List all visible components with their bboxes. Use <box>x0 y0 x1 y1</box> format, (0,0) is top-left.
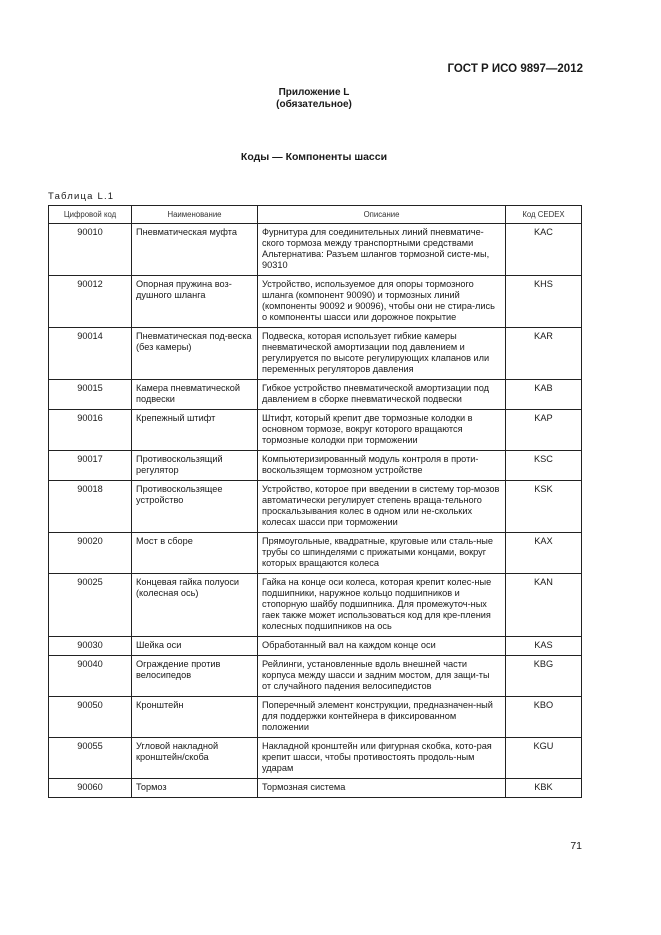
annex-title: Приложение L <box>278 87 350 98</box>
cell-code: 90020 <box>49 533 132 574</box>
cell-description: Обработанный вал на каждом конце оси <box>258 637 506 656</box>
cell-name: Крепежный штифт <box>132 410 258 451</box>
cell-description: Устройство, которое при введении в систему тор-мозов автоматически регулирует степень враща-тельного проскальзывания колес в одном или не-скольких колесах шасси при торможении <box>258 481 506 533</box>
standard-code: ГОСТ Р ИСО 9897—2012 <box>447 63 583 75</box>
cell-code: 90012 <box>49 276 132 328</box>
table-row <box>49 697 582 738</box>
cell-code: 90040 <box>49 656 132 697</box>
cell-name: Мост в сборе <box>132 533 258 574</box>
cell-name: Опорная пружина воз-душного шланга <box>132 276 258 328</box>
table-row <box>49 533 582 574</box>
cell-cedex: KAR <box>506 328 582 380</box>
cell-description: Фурнитура для соединительных линий пневматиче-ского тормоза между транспортными средствами Альтернатива: Разъем шлангов тормозной систе-мы, 90310 <box>258 224 506 276</box>
cell-code: 90060 <box>49 779 132 798</box>
cell-description: Штифт, который крепит две тормозные колодки в основном тормозе, вокруг которого вращаются тормозные колодки при торможении <box>258 410 506 451</box>
cell-name: Тормоз <box>132 779 258 798</box>
table-row <box>49 738 582 779</box>
cell-description: Устройство, используемое для опоры тормозного шланга (компонент 90090) и тормозных линий (компоненты 90092 и 90096), чтобы они не стира-лись о компоненты шасси или дорожное покрытие <box>258 276 506 328</box>
cell-cedex: KHS <box>506 276 582 328</box>
table-caption: Таблица L.1 <box>48 191 115 202</box>
header-description: Описание <box>258 206 506 224</box>
cell-code: 90015 <box>49 380 132 410</box>
table-row <box>49 637 582 656</box>
cell-cedex: KAN <box>506 574 582 637</box>
cell-description: Накладной кронштейн или фигурная скобка, кото-рая крепит шасси, чтобы противостоять продоль-ным ударам <box>258 738 506 779</box>
cell-cedex: KAB <box>506 380 582 410</box>
cell-cedex: KBO <box>506 697 582 738</box>
table-row <box>49 451 582 481</box>
cell-description: Рейлинги, установленные вдоль внешней части корпуса между шасси и задним мостом, для защи-ты от случайного падения велосипедистов <box>258 656 506 697</box>
cell-description: Компьютеризированный модуль контроля в проти-воскользящем тормозном устройстве <box>258 451 506 481</box>
table-row <box>49 224 582 276</box>
annex-status: (обязательное) <box>276 99 352 110</box>
cell-code: 90014 <box>49 328 132 380</box>
cell-cedex: KGU <box>506 738 582 779</box>
cell-code: 90017 <box>49 451 132 481</box>
cell-cedex: KBG <box>506 656 582 697</box>
cell-name: Камера пневматической подвески <box>132 380 258 410</box>
cell-description: Прямоугольные, квадратные, круговые или сталь-ные трубы со шпинделями с прижатыми концами, вокруг которых вращаются колеса <box>258 533 506 574</box>
cell-name: Ограждение против велосипедов <box>132 656 258 697</box>
table-row <box>49 656 582 697</box>
cell-cedex: KAS <box>506 637 582 656</box>
header-code: Цифровой код <box>49 206 132 224</box>
cell-name: Противоскользящий регулятор <box>132 451 258 481</box>
cell-description: Гайка на конце оси колеса, которая крепит колес-ные подшипники, наружное кольцо подшипников и стопорную шайбу подшипника. Для промежуточ-ных гаек также может использоваться код для кре-пления колесных подшипников на ось <box>258 574 506 637</box>
table-row <box>49 380 582 410</box>
cell-code: 90010 <box>49 224 132 276</box>
cell-name: Пневматическая под-веска (без камеры) <box>132 328 258 380</box>
cell-cedex: KSK <box>506 481 582 533</box>
cell-code: 90016 <box>49 410 132 451</box>
cell-code: 90018 <box>49 481 132 533</box>
cell-cedex: KAP <box>506 410 582 451</box>
cell-description: Тормозная система <box>258 779 506 798</box>
cell-name: Противоскользящее устройство <box>132 481 258 533</box>
table-row <box>49 328 582 380</box>
table-row <box>49 574 582 637</box>
table-row <box>49 276 582 328</box>
cell-name: Концевая гайка полуоси (колесная ось) <box>132 574 258 637</box>
cell-description: Гибкое устройство пневматической амортизации под давлением в сборке пневматической подвески <box>258 380 506 410</box>
cell-description: Поперечный элемент конструкции, предназначен-ный для поддержки контейнера в фиксированном положении <box>258 697 506 738</box>
cell-description: Подвеска, которая использует гибкие камеры пневматической амортизации под давлением и регулируется по высоте регулирующих клапанов или переменных регуляторов давления <box>258 328 506 380</box>
table-header-row <box>49 206 582 224</box>
cell-cedex: KBK <box>506 779 582 798</box>
table-row <box>49 481 582 533</box>
cell-name: Шейка оси <box>132 637 258 656</box>
cell-cedex: KAX <box>506 533 582 574</box>
cell-cedex: KAC <box>506 224 582 276</box>
cell-code: 90055 <box>49 738 132 779</box>
components-table <box>48 205 582 798</box>
cell-name: Пневматическая муфта <box>132 224 258 276</box>
table-row <box>49 410 582 451</box>
cell-name: Кронштейн <box>132 697 258 738</box>
cell-code: 90050 <box>49 697 132 738</box>
table-row <box>49 779 582 798</box>
header-cedex: Код CEDEX <box>506 206 582 224</box>
cell-code: 90030 <box>49 637 132 656</box>
cell-code: 90025 <box>49 574 132 637</box>
page-number: 71 <box>570 840 582 852</box>
annex-heading <box>0 87 628 111</box>
cell-cedex: KSC <box>506 451 582 481</box>
section-title: Коды — Компоненты шасси <box>240 151 388 163</box>
cell-name: Угловой накладной кронштейн/скоба <box>132 738 258 779</box>
header-name: Наименование <box>132 206 258 224</box>
